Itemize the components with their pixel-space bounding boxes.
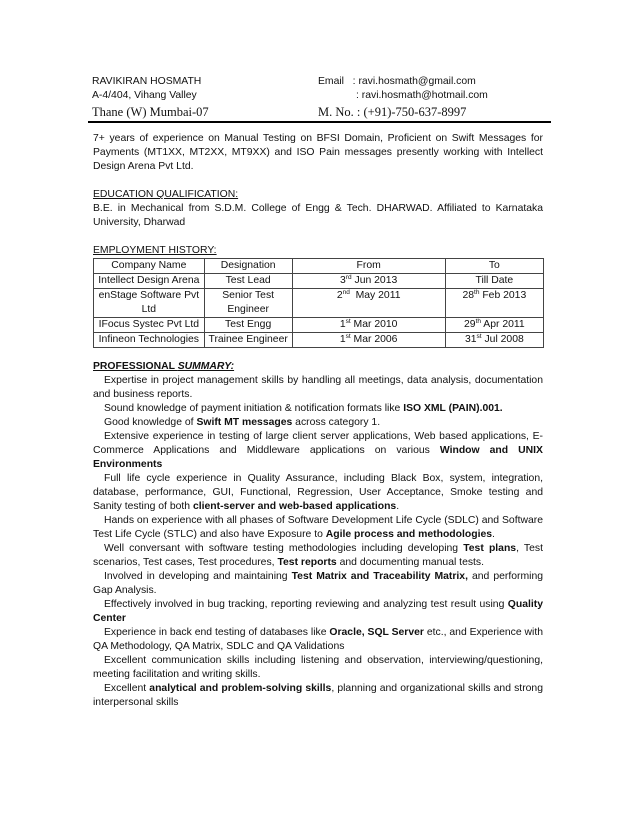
email-sep: :: [352, 76, 356, 87]
list-item: Experience in back end testing of databases like Oracle, SQL Server etc., and Experience with QA Methodology, QA Matrix, SDLC and QA Validations: [93, 627, 543, 652]
table-row: [94, 289, 544, 318]
mobile-number: (+91)-750-637-8997: [363, 105, 467, 119]
company-cell: IFocus Systec Pvt Ltd: [94, 318, 205, 333]
email-label: Email: [318, 76, 344, 87]
column-header: To: [445, 259, 543, 274]
designation-cell: Senior Test Engineer: [204, 289, 292, 318]
list-item: Sound knowledge of payment initiation & notification formats like ISO XML (PAIN).001.: [104, 403, 503, 414]
list-item: Hands on experience with all phases of Software Development Life Cycle (SDLC) and Software Test Life Cycle (STLC) and also have Exposure to Agile process and methodologies.: [93, 515, 543, 540]
address-line-2: Thane (W) Mumbai-07: [92, 105, 209, 119]
list-item: Excellent communication skills including listening and observation, interviewing/questioning, meeting facilitation and writing skills.: [93, 655, 543, 680]
mobile-label: M. No. :: [318, 105, 361, 119]
contact-header: [92, 75, 552, 120]
list-item: Extensive experience in testing of large client server applications, Web based applications, E-Commerce Applications and Middleware applications on various Window and UNIX Environments: [93, 431, 543, 470]
resume-body: [93, 132, 543, 710]
list-item: Well conversant with software testing methodologies including developing Test plans, Test scenarios, Test cases, Test procedures, Test reports and documenting manual tests.: [93, 543, 543, 568]
email-primary[interactable]: ravi.hosmath@gmail.com: [358, 76, 476, 87]
table-row: [94, 274, 544, 289]
list-item: Excellent analytical and problem-solving skills, planning and organizational skills and strong interpersonal skills: [93, 683, 543, 708]
header-divider: [88, 121, 551, 123]
list-item: Involved in developing and maintaining Test Matrix and Traceability Matrix, and performing Gap Analysis.: [93, 571, 544, 596]
table-row: [94, 333, 544, 348]
column-header: Designation: [204, 259, 292, 274]
education-heading: EDUCATION QUALIFICATION:: [93, 189, 239, 200]
list-item: Expertise in project management skills by handling all meetings, data analysis, documentation and business reports.: [93, 375, 543, 400]
table-header-row: [94, 259, 544, 274]
designation-cell: Test Lead: [204, 274, 292, 289]
from-cell: 1st Mar 2006: [292, 333, 445, 348]
email-secondary[interactable]: ravi.hosmath@hotmail.com: [361, 90, 488, 101]
to-cell: Till Date: [445, 274, 543, 289]
designation-cell: Test Engg: [204, 318, 292, 333]
candidate-name: RAVIKIRAN HOSMATH: [92, 76, 202, 87]
profile-summary: 7+ years of experience on Manual Testing on BFSI Domain, Proficient on Swift Messages for Payments (MT1XX, MT2XX, MT9XX) and ISO Pain messages presently working with Intellect Design Arena Pvt Ltd.: [93, 133, 543, 172]
list-item: Full life cycle experience in Quality Assurance, including Black Box, system, integration, database, performance, GUI, Functional, Regression, User Acceptance, Smoke testing and Sanity testing of both client-server and web-based applications.: [93, 473, 543, 512]
from-cell: 1st Mar 2010: [292, 318, 445, 333]
from-cell: 3rd Jun 2013: [292, 274, 445, 289]
column-header: Company Name: [94, 259, 205, 274]
from-cell: 2nd May 2011: [292, 289, 445, 318]
education-text: B.E. in Mechanical from S.D.M. College of Engg & Tech. DHARWAD. Affiliated to Karnataka University, Dharwad: [93, 203, 543, 228]
to-cell: 29th Apr 2011: [445, 318, 543, 333]
email2-sep: :: [356, 90, 359, 101]
to-cell: 31st Jul 2008: [445, 333, 543, 348]
employment-table: [93, 258, 544, 348]
address-line-1: A-4/404, Vihang Valley: [92, 90, 197, 101]
list-item: Effectively involved in bug tracking, reporting reviewing and analyzing test result using Quality Center: [93, 599, 543, 624]
company-cell: Intellect Design Arena: [94, 274, 205, 289]
to-cell: 28th Feb 2013: [445, 289, 543, 318]
list-item: Good knowledge of Swift MT messages across category 1.: [104, 417, 381, 428]
column-header: From: [292, 259, 445, 274]
designation-cell: Trainee Engineer: [204, 333, 292, 348]
company-cell: enStage Software Pvt Ltd: [94, 289, 205, 318]
table-row: [94, 318, 544, 333]
company-cell: Infineon Technologies: [94, 333, 205, 348]
employment-heading: EMPLOYMENT HISTORY:: [93, 245, 217, 256]
professional-summary-heading: PROFESSIONAL SUMMARY:: [93, 361, 235, 372]
